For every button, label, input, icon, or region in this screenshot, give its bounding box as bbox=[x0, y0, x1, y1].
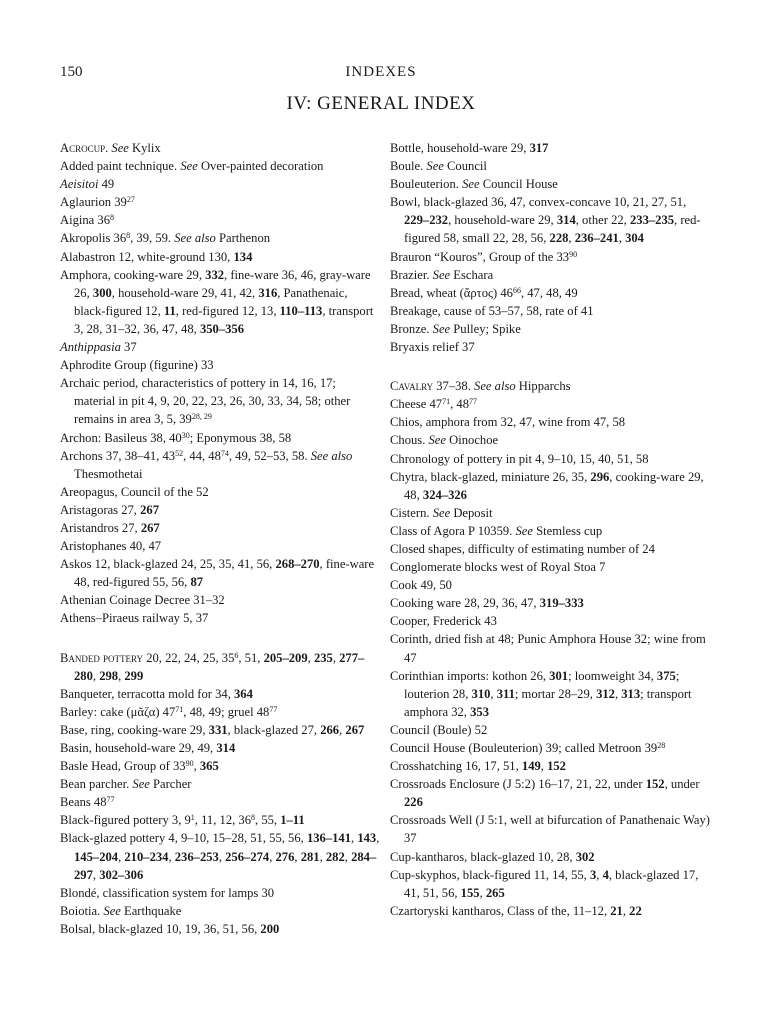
section-gap bbox=[60, 628, 380, 649]
index-entry: Corinth, dried fish at 48; Punic Amphora House 32; wine from 47 bbox=[390, 632, 706, 665]
index-entry: Boiotia. See Earthquake bbox=[60, 903, 182, 918]
index-entry: Acrocup. See Kylix bbox=[60, 141, 161, 155]
index-entry: Chronology of pottery in pit 4, 9–10, 15, 40, 51, 58 bbox=[390, 451, 649, 466]
index-entry: Archon: Basileus 38, $40^{30}$; Eponymous 38, 58 bbox=[60, 430, 292, 445]
index-entry: Bouleuterion. See Council House bbox=[390, 177, 558, 192]
index-entry: Basle Head, Group of $33^{90}$, 365 bbox=[60, 759, 219, 774]
index-entry: Aristagoras 27, 267 bbox=[60, 502, 159, 517]
index-entry: Council House (Bouleuterion) 39; called Metroon $39^{28}$ bbox=[390, 741, 666, 755]
index-entry: Alabastron 12, white-ground 130, 134 bbox=[60, 249, 253, 264]
index-entry: Black-glazed pottery 4, 9–10, 15–28, 51, 55, 56, 136–141, 143, 145–204, 210–234, 236–253, 256–274, 276, 281, 282, 284–297, 302–306 bbox=[60, 831, 380, 882]
index-entry: Anthippasia 37 bbox=[60, 340, 137, 355]
index-entry: Crossroads Well (J 5:1, well at bifurcation of Panathenaic Way) 37 bbox=[390, 813, 710, 846]
index-entry: Class of Agora P 10359. See Stemless cup bbox=[390, 523, 603, 538]
index-entry: Chytra, black-glazed, miniature 26, 35, 296, cooking-ware 29, 48, 324–326 bbox=[390, 469, 704, 502]
index-entry: Cup-skyphos, black-figured 11, 14, 55, 3, 4, black-glazed 17, 41, 51, 56, 155, 265 bbox=[390, 867, 699, 900]
index-entry: Brauron “Kouros”, Group of the $33^{90}$ bbox=[390, 249, 578, 264]
index-entry: Blondé, classification system for lamps 30 bbox=[60, 885, 275, 900]
index-entry: Amphora, cooking-ware 29, 332, fine-ware 36, 46, gray-ware 26, 300, household-ware 29, 41, 42, 316, Panathenaic, black-figured 12, 11, red-figured 12, 13, 110–113, transport 3, 28, 31–32, 36, 47, 48, 350–356 bbox=[60, 267, 374, 336]
index-column-right bbox=[390, 139, 712, 920]
index-entry: Banqueter, terracotta mold for 34, 364 bbox=[60, 686, 253, 701]
index-entry: Beans $48^{77}$ bbox=[60, 795, 115, 810]
index-entry: Bryaxis relief 37 bbox=[390, 340, 475, 355]
index-entry: Aphrodite Group (figurine) 33 bbox=[60, 358, 214, 373]
index-entry: Archons 37, 38–41, $43^{52}$, 44, $48^{74}$, 49, 52–53, 58. See also Thesmothetai bbox=[60, 448, 353, 481]
index-entry: Athens–Piraeus railway 5, 37 bbox=[60, 611, 209, 626]
index-entry: Aigina $36^8$ bbox=[60, 213, 115, 228]
index-entry: Bronze. See Pulley; Spike bbox=[390, 321, 521, 336]
index-entry: Cook 49, 50 bbox=[390, 578, 452, 593]
index-entry: Aglaurion $39^{27}$ bbox=[60, 195, 135, 210]
index-entry: Czartoryski kantharos, Class of the, 11–12, 21, 22 bbox=[390, 903, 642, 918]
index-entry: Bottle, household-ware 29, 317 bbox=[390, 141, 549, 155]
index-entry: Bolsal, black-glazed 10, 19, 36, 51, 56, 200 bbox=[60, 921, 280, 936]
index-entry: Athenian Coinage Decree 31–32 bbox=[60, 593, 225, 608]
index-entry: Aeisitoi 49 bbox=[60, 177, 115, 192]
index-entry: Cup-kantharos, black-glazed 10, 28, 302 bbox=[390, 849, 595, 864]
index-entry: Cooper, Frederick 43 bbox=[390, 614, 497, 629]
index-entry: Barley: cake (μᾶζα) $47^{71}$, 48, 49; gruel $48^{77}$ bbox=[60, 704, 278, 719]
index-entry: Askos 12, black-glazed 24, 25, 35, 41, 56, 268–270, fine-ware 48, red-figured 55, 56, 87 bbox=[60, 557, 375, 590]
index-entry: Cavalry 37–38. See also Hipparchs bbox=[390, 379, 571, 394]
index-entry: Corinthian imports: kothon 26, 301; loomweight 34, 375; louterion 28, 310, 311; mortar 28–29, 312, 313; transport amphora 32, 353 bbox=[390, 668, 692, 719]
index-entry: Crosshatching 16, 17, 51, 149, 152 bbox=[390, 759, 566, 774]
index-entry: Bowl, black-glazed 36, 47, convex-concave 10, 21, 27, 51, 229–232, household-ware 29, 314, other 22, 233–235, red-figured 58, small 22, 28, 56, 228, 236–241, 304 bbox=[390, 195, 701, 246]
index-entry: Base, ring, cooking-ware 29, 331, black-glazed 27, 266, 267 bbox=[60, 722, 365, 737]
index-entry: Closed shapes, difficulty of estimating number of 24 bbox=[390, 541, 655, 556]
index-entry: Akropolis $36^8$, 39, 59. See also Parthenon bbox=[60, 231, 271, 246]
section-gap bbox=[390, 356, 712, 377]
index-entry: Breakage, cause of 53–57, 58, rate of 41 bbox=[390, 303, 594, 318]
index-entry: Aristandros 27, 267 bbox=[60, 520, 160, 535]
index-entry: Archaic period, characteristics of pottery in 14, 16, 17; material in pit 4, 9, 20, 22, 23, 26, 30, 33, 34, 58; other remains in area 3, 5, 39$^{28, 29}$ bbox=[60, 376, 351, 427]
index-column-left bbox=[60, 139, 380, 938]
running-head: INDEXES bbox=[345, 64, 417, 80]
page-number: 150 bbox=[60, 64, 83, 80]
index-entry: Aristophanes 40, 47 bbox=[60, 539, 162, 554]
page-title: IV: GENERAL INDEX bbox=[286, 93, 476, 114]
index-entry: Bean parcher. See Parcher bbox=[60, 777, 192, 792]
index-entry: Banded pottery 20, 22, 24, 25, $35^6$, 51, 205–209, 235, 277–280, 298, 299 bbox=[60, 650, 365, 683]
index-entry: Cheese $47^{71}$, $48^{77}$ bbox=[390, 397, 477, 412]
index-entry: Chios, amphora from 32, 47, wine from 47, 58 bbox=[390, 415, 626, 430]
index-entry: Bread, wheat (ἄρτος) $46^{66}$, 47, 48, 49 bbox=[390, 285, 578, 300]
index-entry: Crossroads Enclosure (J 5:2) 16–17, 21, 22, under 152, under 226 bbox=[390, 777, 700, 810]
index-entry: Cistern. See Deposit bbox=[390, 505, 493, 520]
index-entry: Boule. See Council bbox=[390, 159, 487, 174]
index-entry: Areopagus, Council of the 52 bbox=[60, 484, 209, 499]
index-entry: Basin, household-ware 29, 49, 314 bbox=[60, 741, 236, 755]
index-entry: Council (Boule) 52 bbox=[390, 722, 488, 737]
index-entry: Brazier. See Eschara bbox=[390, 267, 494, 282]
index-entry: Added paint technique. See Over-painted decoration bbox=[60, 159, 324, 174]
index-entry: Chous. See Oinochoe bbox=[390, 433, 499, 448]
index-entry: Conglomerate blocks west of Royal Stoa 7 bbox=[390, 560, 606, 575]
index-entry: Cooking ware 28, 29, 36, 47, 319–333 bbox=[390, 596, 584, 611]
index-entry: Black-figured pottery 3, $9^1$, 11, 12, $36^8$, 55, 1–11 bbox=[60, 813, 305, 828]
